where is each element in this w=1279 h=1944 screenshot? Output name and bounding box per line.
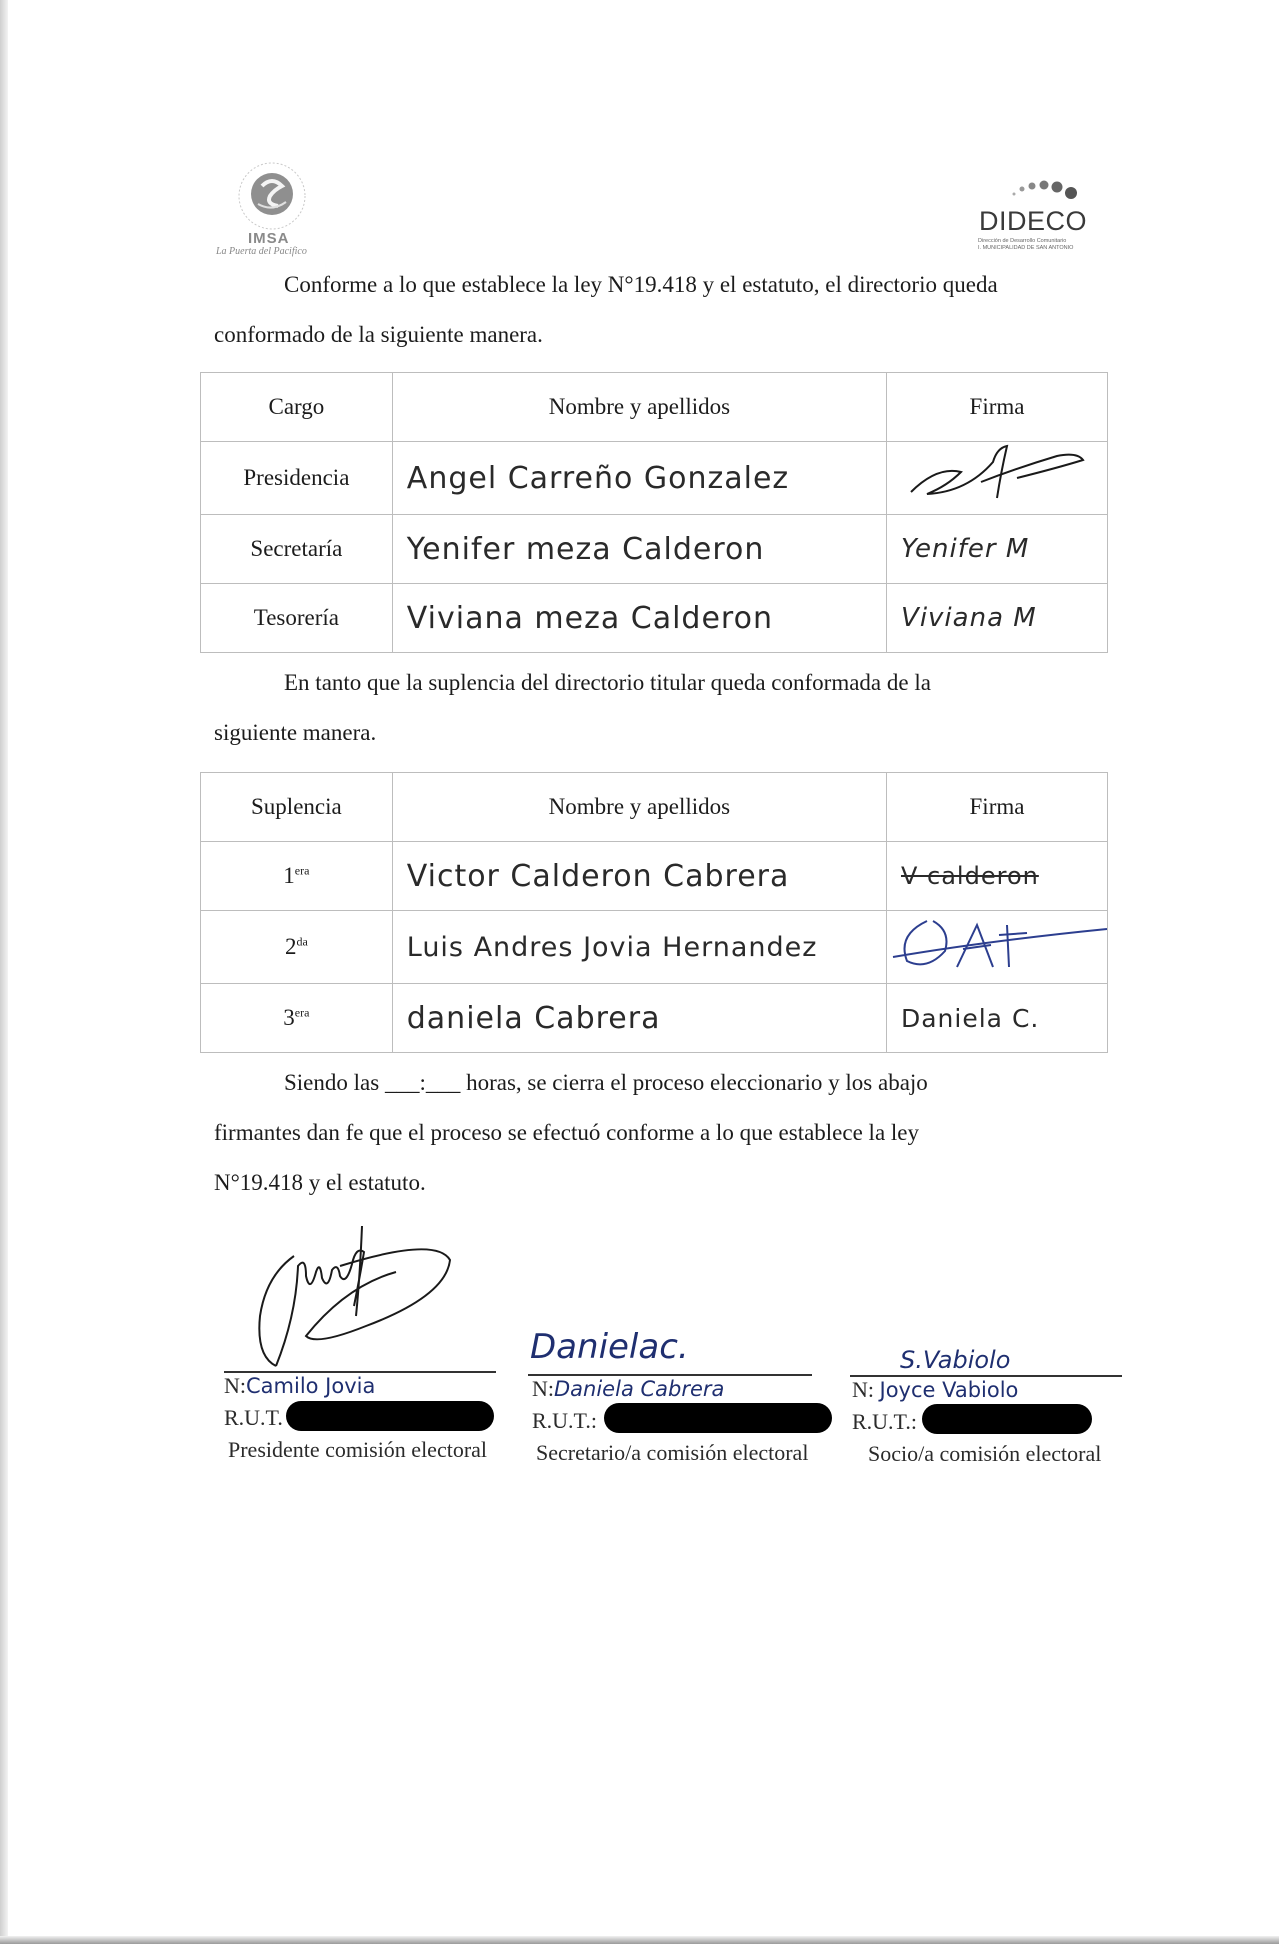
imsa-logo [212, 160, 332, 256]
signature-socio: S.Vabiolo [900, 1346, 1011, 1374]
suplencia-line-2: siguiente manera. [214, 720, 377, 745]
signature-presidencia [897, 442, 1097, 508]
directorio-table [200, 372, 1108, 653]
signature-suplente-2 [887, 911, 1107, 977]
dideco-dots-icon [974, 176, 1084, 208]
name-row [532, 1376, 724, 1402]
table-row [201, 911, 1108, 984]
suplencia-order-cell [201, 984, 393, 1053]
signatory-name: Daniela Cabrera [554, 1377, 725, 1401]
intro-line-1: Conforme a lo que establece la ley N°19.418 y el estatuto, el directorio queda [284, 272, 998, 297]
closing-line-1: Siendo las ___:___ horas, se cierra el proceso eleccionario y los abajo [284, 1070, 928, 1095]
name-row [224, 1373, 375, 1399]
header-firma: Firma [886, 773, 1107, 842]
header-cargo: Cargo [201, 373, 393, 442]
nombre-cell: Viviana meza Calderon [392, 584, 886, 653]
order-number: 2 [284, 934, 297, 959]
closing-paragraph [214, 1058, 1096, 1208]
signatory-name: Camilo Jovia [246, 1374, 376, 1398]
scan-edge [0, 1936, 1279, 1944]
order-suffix: era [294, 863, 310, 878]
imsa-logo-tagline: La Puerta del Pacifico [216, 246, 307, 257]
name-label: N: [852, 1377, 874, 1402]
scan-edge [0, 0, 8, 1944]
table-row [201, 842, 1108, 911]
signature-secretario: Danielac. [530, 1327, 689, 1367]
dideco-logo-name: DIDECO [979, 206, 1088, 236]
order-number: 3 [283, 1005, 295, 1030]
rut-label: R.U.T.: [532, 1408, 597, 1433]
name-row [852, 1377, 1018, 1403]
firma-cell: Viviana M [887, 584, 1108, 653]
role-label: Secretario/a comisión electoral [536, 1440, 809, 1465]
rut-label: R.U.T. [224, 1405, 283, 1430]
firma-cell: V calderon [886, 842, 1107, 911]
nombre-cell: daniela Cabrera [392, 984, 886, 1053]
order-suffix: era [294, 1005, 310, 1020]
suplencia-order-cell [201, 842, 393, 911]
suplencia-table [200, 772, 1108, 1053]
imsa-logo-name: IMSA [248, 230, 290, 247]
intro-paragraph [214, 260, 1096, 360]
suplencia-line-1: En tanto que la suplencia del directorio titular queda conformada de la [284, 670, 931, 695]
name-label: N: [532, 1376, 554, 1401]
closing-line-2: firmantes dan fe que el proceso se efectuó conforme a lo que establece la ley [214, 1120, 920, 1145]
suplencia-paragraph [214, 658, 1096, 758]
cargo-cell: Tesorería [201, 584, 393, 653]
dideco-logo [974, 176, 1094, 256]
table-row [201, 442, 1108, 515]
rut-label: R.U.T.: [852, 1409, 917, 1434]
signature-presidente [236, 1216, 516, 1376]
cargo-cell: Secretaría [201, 515, 393, 584]
rut-redaction [286, 1401, 494, 1431]
role-label: Socio/a comisión electoral [868, 1441, 1102, 1466]
nombre-cell: Yenifer meza Calderon [392, 515, 886, 584]
closing-line-3: N°19.418 y el estatuto. [214, 1170, 426, 1195]
nombre-cell: Luis Andres Jovia Hernandez [392, 911, 886, 984]
header-nombre: Nombre y apellidos [392, 373, 886, 442]
rut-redaction [604, 1403, 832, 1433]
firma-cell: Yenifer M [887, 515, 1108, 584]
firma-cell [887, 442, 1108, 515]
table-row [201, 584, 1108, 653]
cargo-cell: Presidencia [201, 442, 393, 515]
nombre-cell: Angel Carreño Gonzalez [392, 442, 886, 515]
header-nombre: Nombre y apellidos [392, 773, 886, 842]
firma-cell: Daniela C. [886, 984, 1107, 1053]
firma-cell [886, 911, 1107, 984]
dideco-logo-subtitle [978, 238, 1073, 252]
suplencia-order-cell [201, 911, 393, 984]
intro-line-2: conformado de la siguiente manera. [214, 322, 543, 347]
header-suplencia: Suplencia [201, 773, 393, 842]
order-number: 1 [283, 863, 295, 888]
dideco-subtitle-line1: Dirección de Desarrollo Comunitario [978, 238, 1067, 244]
role-label: Presidente comisión electoral [228, 1437, 488, 1462]
dideco-subtitle-line2: I. MUNICIPALIDAD DE SAN ANTONIO [978, 245, 1074, 251]
signatory-name: Joyce Vabiolo [879, 1378, 1019, 1402]
header-firma: Firma [887, 373, 1108, 442]
rut-redaction [922, 1404, 1092, 1434]
imsa-emblem-icon [212, 160, 332, 232]
nombre-cell: Victor Calderon Cabrera [392, 842, 886, 911]
order-suffix: da [296, 934, 308, 949]
name-label: N: [224, 1373, 246, 1398]
table-row [201, 515, 1108, 584]
table-row [201, 984, 1108, 1053]
